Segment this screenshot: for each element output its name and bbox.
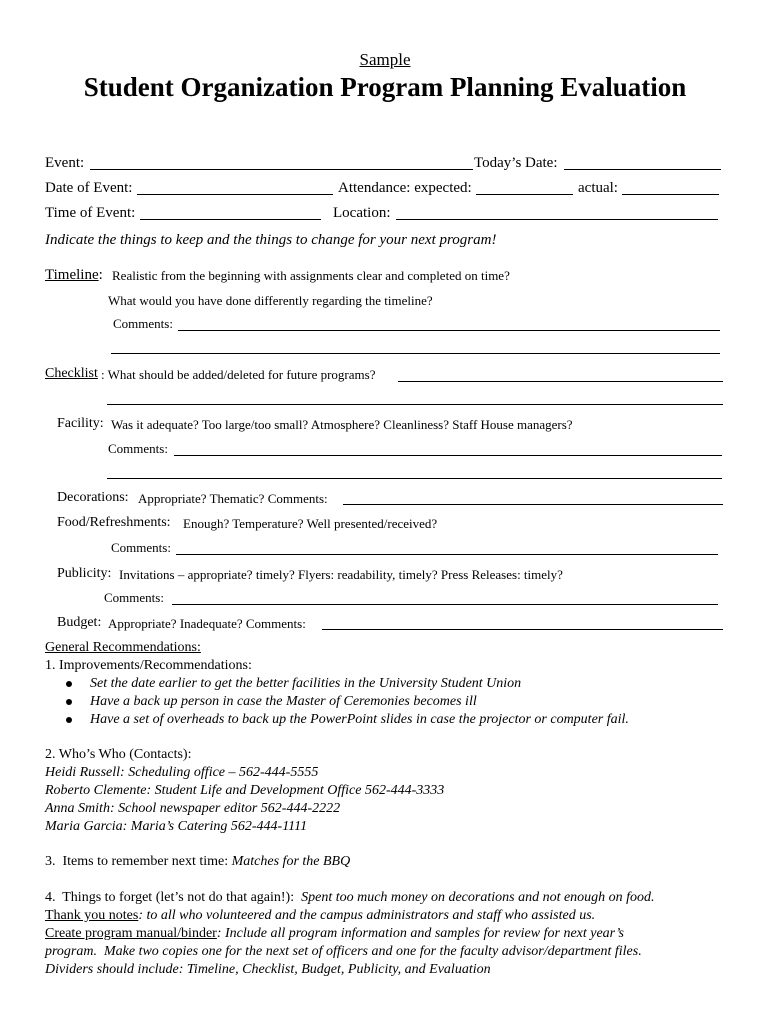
bullet-icon [66,717,72,723]
items-to-remember-value: Matches for the BBQ [231,854,351,869]
timeline-comments-field-2[interactable] [111,353,720,354]
facility-question: Was it adequate? Too large/too small? Atmosphere? Cleanliness? Staff House managers? [111,417,573,432]
items-to-remember [45,855,350,869]
general-recommendations-heading: General Recommendations: [45,640,201,655]
timeline-question-1: Realistic from the beginning with assignments clear and completed on time? [112,268,510,283]
publicity-comments-field[interactable] [172,604,718,605]
food-question: Enough? Temperature? Well presented/received? [183,516,438,531]
things-to-forget-value: Spent too much money on decorations and not enough on food. [301,890,655,905]
facility-comments-label: Comments: [108,441,168,456]
timeline-heading [45,268,103,283]
timeline-comments-label: Comments: [113,316,173,331]
whos-who-heading: 2. Who’s Who (Contacts): [45,747,192,762]
contact-item: Heidi Russell: Scheduling office – 562-444-5555 [45,765,319,780]
decorations-label: Decorations: [57,490,129,505]
facility-label: Facility: [57,416,104,431]
todays-date-field[interactable] [564,169,721,170]
timeline-question-2: What would you have done differently regarding the timeline? [108,293,433,308]
program-manual-value-line-3: Dividers should include: Timeline, Checklist, Budget, Publicity, and Evaluation [45,962,491,977]
budget-question: Appropriate? Inadequate? Comments: [108,616,306,631]
recommendation-item: Set the date earlier to get the better facilities in the University Student Union [90,676,522,691]
recommendation-item: Have a set of overheads to back up the PowerPoint slides in case the projector or computer fail. [90,712,629,727]
page-title: Student Organization Program Planning Evaluation [83,72,687,102]
timeline-comments-field[interactable] [178,330,720,331]
budget-label: Budget: [57,615,102,630]
program-manual-value: : Include all program information and samples for review for next year’s [216,926,624,941]
checklist-field[interactable] [398,381,723,382]
checklist-question: : What should be added/deleted for future programs? [101,367,376,382]
things-to-forget [45,891,655,905]
timeline-colon: : [98,267,103,283]
event-field[interactable] [90,169,473,170]
program-manual [45,927,624,941]
program-manual-label: Create program manual/binder [45,926,217,941]
food-comments-field[interactable] [176,554,718,555]
thank-you-notes [45,909,595,923]
contact-item: Maria Garcia: Maria’s Catering 562-444-1111 [45,819,308,834]
contact-item: Roberto Clemente: Student Life and Development Office 562-444-3333 [45,783,445,798]
decorations-question: Appropriate? Thematic? Comments: [138,491,328,506]
instruction-text: Indicate the things to keep and the things to change for your next program! [45,232,497,248]
attendance-actual-label: actual: [578,180,618,196]
food-comments-label: Comments: [111,540,171,555]
attendance-expected-field[interactable] [476,194,573,195]
checklist-label: Checklist [45,366,98,381]
food-label: Food/Refreshments: [57,515,171,530]
checklist-field-2[interactable] [107,404,723,405]
time-of-event-label: Time of Event: [45,205,136,221]
items-to-remember-label: 3. Items to remember next time: [45,854,232,869]
recommendation-item: Have a back up person in case the Master of Ceremonies becomes ill [90,694,477,709]
publicity-question: Invitations – appropriate? timely? Flyers: readability, timely? Press Releases: timely? [119,567,563,582]
improvements-heading: 1. Improvements/Recommendations: [45,658,252,673]
bullet-icon [66,681,72,687]
timeline-label: Timeline [45,267,99,283]
facility-comments-field-2[interactable] [107,478,722,479]
things-to-forget-label: 4. Things to forget (let’s not do that again!): [45,890,302,905]
location-field[interactable] [396,219,718,220]
time-of-event-field[interactable] [140,219,321,220]
thank-you-notes-value: : to all who volunteered and the campus administrators and staff who assisted us. [138,908,596,923]
date-of-event-field[interactable] [137,194,333,195]
attendance-expected-label: Attendance: expected: [338,180,472,196]
program-manual-value-line-2: program. Make two copies one for the next set of officers and one for the faculty advisor/department files. [45,944,642,959]
publicity-label: Publicity: [57,566,112,581]
publicity-comments-label: Comments: [104,590,164,605]
thank-you-notes-label: Thank you notes [45,908,139,923]
facility-comments-field[interactable] [174,455,722,456]
decorations-field[interactable] [343,504,723,505]
todays-date-label: Today’s Date: [474,155,558,171]
bullet-icon [66,699,72,705]
sample-label: Sample [359,50,411,69]
date-of-event-label: Date of Event: [45,180,133,196]
contact-item: Anna Smith: School newspaper editor 562-444-2222 [45,801,341,816]
budget-field[interactable] [322,629,723,630]
location-label: Location: [333,205,391,221]
attendance-actual-field[interactable] [622,194,719,195]
event-label: Event: [45,155,85,171]
